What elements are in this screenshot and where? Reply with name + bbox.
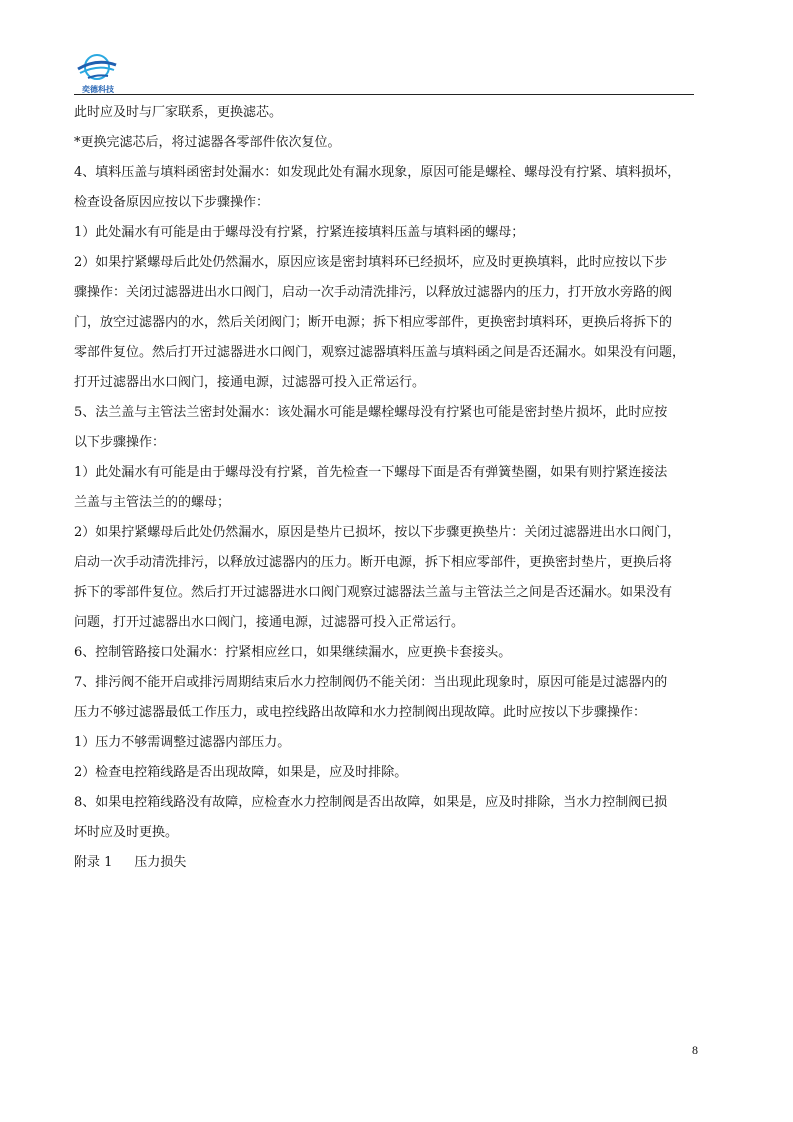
text-line: 以下步骤操作： (74, 435, 166, 450)
text-line: 6、控制管路接口处漏水：拧紧相应丝口，如果继续漏水，应更换卡套接头。 (74, 645, 512, 660)
text-line: 4、填料压盖与填料函密封处漏水：如发现此处有漏水现象，原因可能是螺栓、螺母没有拧紧、填料损坏， (74, 165, 681, 180)
header-divider (74, 94, 694, 95)
text-line: 2）如果拧紧螺母后此处仍然漏水，原因应该是密封填料环已经损坏，应及时更换填料，此时应按以下步 (74, 255, 668, 270)
text-line: 5、法兰盖与主管法兰密封处漏水：该处漏水可能是螺栓螺母没有拧紧也可能是密封垫片损坏，此时应按 (74, 405, 668, 420)
text-line: 压力不够过滤器最低工作压力，或电控线路出故障和水力控制阀出现故障。此时应按以下步骤操作： (74, 705, 647, 720)
globe-logo-icon (74, 52, 120, 86)
document-body (74, 98, 722, 878)
appendix-label: 附录 1 (74, 855, 113, 870)
text-line: 拆下的零部件复位。然后打开过滤器进水口阀门观察过滤器法兰盖与主管法兰之间是否还漏水。如果没有 (74, 585, 673, 600)
text-line: 门，放空过滤器内的水，然后关闭阀门；断开电源；拆下相应零部件，更换密封填料环，更换后将拆下的 (74, 315, 673, 330)
text-line: 检查设备原因应按以下步骤操作： (74, 195, 270, 210)
logo-text: 奕德科技 (82, 85, 114, 94)
text-line: 零部件复位。然后打开过滤器进水口阀门，观察过滤器填料压盖与填料函之间是否还漏水。如果没有问题， (74, 345, 686, 360)
appendix-title: 压力损失 (134, 855, 187, 870)
text-line: 2）如果拧紧螺母后此处仍然漏水，原因是垫片已损坏，按以下步骤更换垫片：关闭过滤器进出水口阀门， (74, 525, 681, 540)
text-line: 8、如果电控箱线路没有故障，应检查水力控制阀是否出故障，如果是，应及时排除，当水力控制阀已损 (74, 795, 668, 810)
text-line: 2）检查电控箱线路是否出现故障，如果是，应及时排除。 (74, 765, 408, 780)
text-line: 此时应及时与厂家联系，更换滤芯。 (74, 105, 283, 120)
text-line: 兰盖与主管法兰的的螺母； (74, 495, 231, 510)
text-line: 骤操作：关闭过滤器进出水口阀门，启动一次手动清洗排污，以释放过滤器内的压力，打开放水旁路的阀 (74, 285, 673, 300)
page-number: 8 (692, 1043, 698, 1057)
text-line: 1）压力不够需调整过滤器内部压力。 (74, 735, 291, 750)
text-line: 问题，打开过滤器出水口阀门，接通电源，过滤器可投入正常运行。 (74, 615, 465, 630)
text-line: 1）此处漏水有可能是由于螺母没有拧紧，拧紧连接填料压盖与填料函的螺母； (74, 225, 525, 240)
text-line: 坏时应及时更换。 (74, 825, 179, 840)
text-line: 启动一次手动清洗排污，以释放过滤器内的压力。断开电源，拆下相应零部件，更换密封垫片，更换后将 (74, 555, 673, 570)
page-header (74, 52, 694, 96)
company-logo (74, 52, 120, 94)
text-line: *更换完滤芯后，将过滤器各零部件依次复位。 (74, 135, 341, 150)
text-line: 1）此处漏水有可能是由于螺母没有拧紧，首先检查一下螺母下面是否有弹簧垫圈，如果有则拧紧连接法 (74, 465, 668, 480)
text-line: 打开过滤器出水口阀门，接通电源，过滤器可投入正常运行。 (74, 375, 426, 390)
appendix-heading (74, 848, 722, 878)
text-line: 7、排污阀不能开启或排污周期结束后水力控制阀仍不能关闭：当出现此现象时，原因可能是过滤器内的 (74, 675, 668, 690)
